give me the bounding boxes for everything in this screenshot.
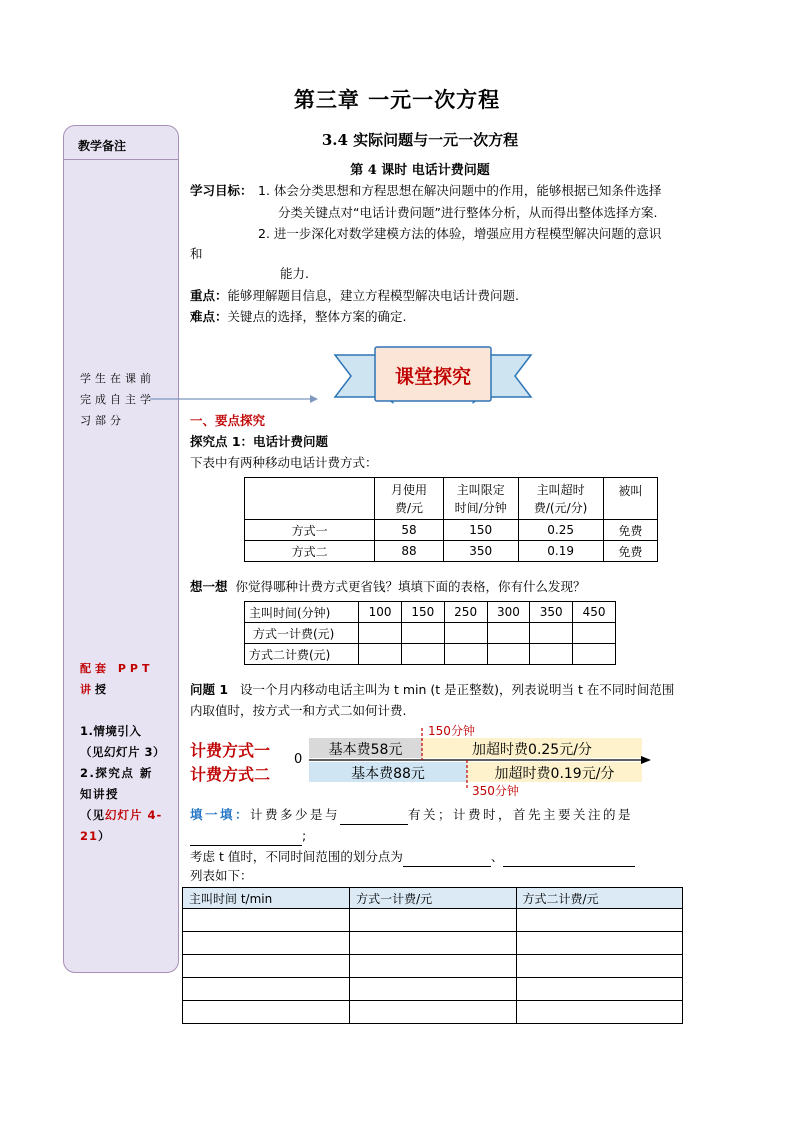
plan-cell: 88 — [375, 541, 444, 562]
section-title: 3.4 实际问题与一元一次方程 — [321, 131, 519, 149]
problem-1-line-2: 内取值时，按方式一和方式二如何计费. — [190, 703, 407, 718]
result-cell[interactable] — [350, 955, 516, 978]
diagram-label-plan2: 计费方式二 — [190, 765, 271, 784]
sidebar-note-explore: 2.探究点 新知讲授 — [80, 766, 153, 801]
think-blank-cell[interactable] — [444, 644, 487, 665]
result-header-time-text: 主叫时间 t/min — [189, 891, 273, 906]
think-label: 想一想 — [190, 579, 228, 594]
objective-2-line-3: 能力. — [280, 266, 309, 281]
difficulty-label: 难点： — [190, 309, 228, 324]
diagram-label-plan1: 计费方式一 — [190, 741, 271, 760]
think-time-cell: 250 — [444, 602, 487, 623]
plan-table-header-cell — [518, 478, 603, 520]
plan-header-overtime-fee: 主叫超时 费/(元/分) — [533, 482, 588, 515]
list-intro: 列表如下： — [190, 868, 253, 883]
objective-1-line-2: 分类关键点对“电话计费问题”进行整体分析，从而得出整体选择方案. — [278, 205, 658, 220]
diagram-base-fee-plan1: 基本费58元 — [328, 742, 403, 758]
difficulty — [190, 307, 407, 327]
sidebar-header — [64, 126, 178, 160]
plan-table-row — [245, 541, 658, 562]
consider-sep: 、 — [490, 849, 504, 864]
think-table-row — [245, 644, 616, 665]
fill-in-line-2 — [190, 826, 306, 846]
result-cell[interactable] — [516, 978, 682, 1001]
think-blank-cell[interactable] — [530, 644, 573, 665]
key-point-text: 能够理解题目信息，建立方程模型解决电话计费问题. — [227, 288, 519, 303]
chapter-title: 第三章 一元一次方程 — [293, 87, 501, 112]
result-table-row — [183, 955, 683, 978]
think-table-row — [245, 602, 616, 623]
sidebar-note-slides-red: 幻灯片 4-21 — [80, 808, 163, 843]
think-blank-cell[interactable] — [573, 623, 616, 644]
result-table-row — [183, 909, 683, 932]
plan-header-incoming: 被叫 — [618, 484, 643, 498]
plan-cell: 0.25 — [518, 520, 603, 541]
plan-table-header-cell — [443, 478, 518, 520]
think-prompt — [190, 577, 585, 597]
think-time-cell: 450 — [573, 602, 616, 623]
result-table — [182, 887, 683, 1024]
result-cell[interactable] — [350, 909, 516, 932]
split-point-blank-1[interactable] — [403, 852, 491, 867]
fill-in-text-2: 有关；计费时，首先主要关注的是 — [408, 807, 634, 822]
plan-header-limit-time: 主叫限定 时间/分钟 — [454, 482, 507, 515]
objective-2-line-1: 2. 进一步深化对数学建模方法的体验，增强应用方程模型解决问题的意识 — [258, 226, 662, 241]
sidebar-arrow — [150, 392, 320, 406]
result-cell[interactable] — [516, 1001, 682, 1024]
sidebar-note-intro: 1.情境引入（见幻灯片 3） — [80, 724, 166, 759]
think-blank-cell[interactable] — [401, 623, 444, 644]
think-row-label: 方式一计费(元) — [245, 623, 359, 644]
think-blank-cell[interactable] — [487, 644, 530, 665]
think-blank-cell[interactable] — [487, 623, 530, 644]
plan-table-header-row — [245, 478, 658, 520]
diagram-mark-350: 350分钟 — [472, 784, 519, 798]
sidebar-note-slides — [80, 805, 164, 847]
diagram-zero: 0 — [294, 752, 303, 767]
think-time-cell: 150 — [401, 602, 444, 623]
result-cell[interactable] — [516, 955, 682, 978]
explore-point-title: 探究点 1：电话计费问题 — [190, 434, 329, 449]
think-row-label: 方式二计费(元) — [245, 644, 359, 665]
think-blank-cell[interactable] — [359, 623, 402, 644]
plan-cell: 350 — [443, 541, 518, 562]
consider-line — [190, 847, 635, 867]
think-blank-cell[interactable] — [359, 644, 402, 665]
explore-intro: 下表中有两种移动电话计费方式： — [190, 455, 378, 470]
plan-table-header-cell — [375, 478, 444, 520]
sidebar-note-self-study: 学生在课前完成自主学习部分 — [80, 372, 155, 427]
plan-cell: 方式一 — [245, 520, 375, 541]
diagram-extra-fee-plan2: 加超时费0.19元/分 — [494, 766, 615, 782]
plan-header-monthly-fee: 月使用 费/元 — [390, 482, 427, 515]
diagram-base-fee-plan2: 基本费88元 — [351, 766, 425, 782]
result-cell[interactable] — [350, 932, 516, 955]
plan-cell: 0.19 — [518, 541, 603, 562]
objective-1-line-1: 1. 体会分类思想和方程思想在解决问题中的作用，能够根据已知条件选择 — [258, 183, 662, 198]
objectives-label-text: 学习目标： — [190, 183, 253, 198]
objective-2-line-2: 和 — [190, 246, 203, 261]
result-cell[interactable] — [183, 932, 350, 955]
result-header-plan1: 方式一计费/元 — [350, 888, 516, 909]
result-cell[interactable] — [350, 1001, 516, 1024]
key-point-label: 重点： — [190, 288, 228, 303]
result-cell[interactable] — [516, 909, 682, 932]
result-header-plan2: 方式二计费/元 — [516, 888, 682, 909]
sidebar-note-ppt — [80, 658, 164, 700]
think-time-cell: 100 — [359, 602, 402, 623]
result-cell[interactable] — [183, 955, 350, 978]
fill-in-blank-2[interactable] — [190, 831, 302, 846]
result-cell[interactable] — [183, 909, 350, 932]
think-table — [244, 601, 616, 665]
plan-cell: 58 — [375, 520, 444, 541]
result-table-row — [183, 978, 683, 1001]
think-row-label: 主叫时间(分钟) — [245, 602, 359, 623]
diagram-mark-150: 150分钟 — [428, 724, 475, 738]
split-point-blank-2[interactable] — [503, 852, 635, 867]
fill-in-blank-1[interactable] — [340, 810, 408, 825]
plan-table — [244, 477, 658, 562]
consider-text: 考虑 t 值时，不同时间范围的划分点为 — [190, 849, 403, 864]
plan-cell: 免费 — [603, 520, 657, 541]
sidebar-note-ppt-rest: 授 — [95, 683, 110, 696]
fill-in-line — [190, 805, 718, 825]
explore-heading: 一、要点探究 — [190, 413, 266, 428]
result-table-header-row — [183, 888, 683, 909]
plan-cell: 150 — [443, 520, 518, 541]
fill-in-label: 填一填： — [190, 807, 251, 822]
think-blank-cell[interactable] — [530, 623, 573, 644]
plan-cell: 方式二 — [245, 541, 375, 562]
problem-1-text: 设一个月内移动电话主叫为 t min (t 是正整数)，列表说明当 t 在不同时间范围 — [239, 682, 675, 697]
plan-cell: 免费 — [603, 541, 657, 562]
plan-table-row — [245, 520, 658, 541]
think-text: 你觉得哪种计费方式更省钱？填填下面的表格，你有什么发现？ — [235, 579, 586, 594]
difficulty-text: 关键点的选择，整体方案的确定. — [227, 309, 407, 324]
result-cell[interactable] — [516, 932, 682, 955]
lesson-title: 第 4 课时 电话计费问题 — [350, 163, 490, 178]
teaching-notes-sidebar — [63, 125, 179, 973]
think-blank-cell[interactable] — [444, 623, 487, 644]
plan-table-header-cell — [603, 478, 657, 520]
result-table-row — [183, 1001, 683, 1024]
fill-in-text-1: 计费多少是与 — [250, 807, 341, 822]
objectives-label — [190, 181, 253, 201]
result-table-row — [183, 932, 683, 955]
fill-in-end: ; — [302, 828, 307, 843]
result-header-time — [183, 888, 350, 909]
think-time-cell: 300 — [487, 602, 530, 623]
problem-1-line-1 — [190, 680, 674, 700]
think-blank-cell[interactable] — [573, 644, 616, 665]
sidebar-note-ppt-label: 配套 PPT 讲 — [80, 662, 154, 696]
diagram-extra-fee-plan1: 加超时费0.25元/分 — [472, 742, 592, 758]
think-blank-cell[interactable] — [401, 644, 444, 665]
result-cell[interactable] — [183, 1001, 350, 1024]
think-time-cell: 350 — [530, 602, 573, 623]
sidebar-note-slides-pre: （见 — [80, 808, 105, 822]
think-table-row — [245, 623, 616, 644]
banner-text: 课堂探究 — [394, 366, 471, 388]
result-cell[interactable] — [350, 978, 516, 1001]
plan-table-header-cell — [245, 478, 375, 520]
result-cell[interactable] — [183, 978, 350, 1001]
key-point — [190, 286, 519, 306]
problem-1-label: 问题 1 — [190, 682, 229, 697]
sidebar-note-slides-post: ） — [98, 829, 111, 843]
sidebar-title: 教学备注 — [78, 139, 127, 153]
